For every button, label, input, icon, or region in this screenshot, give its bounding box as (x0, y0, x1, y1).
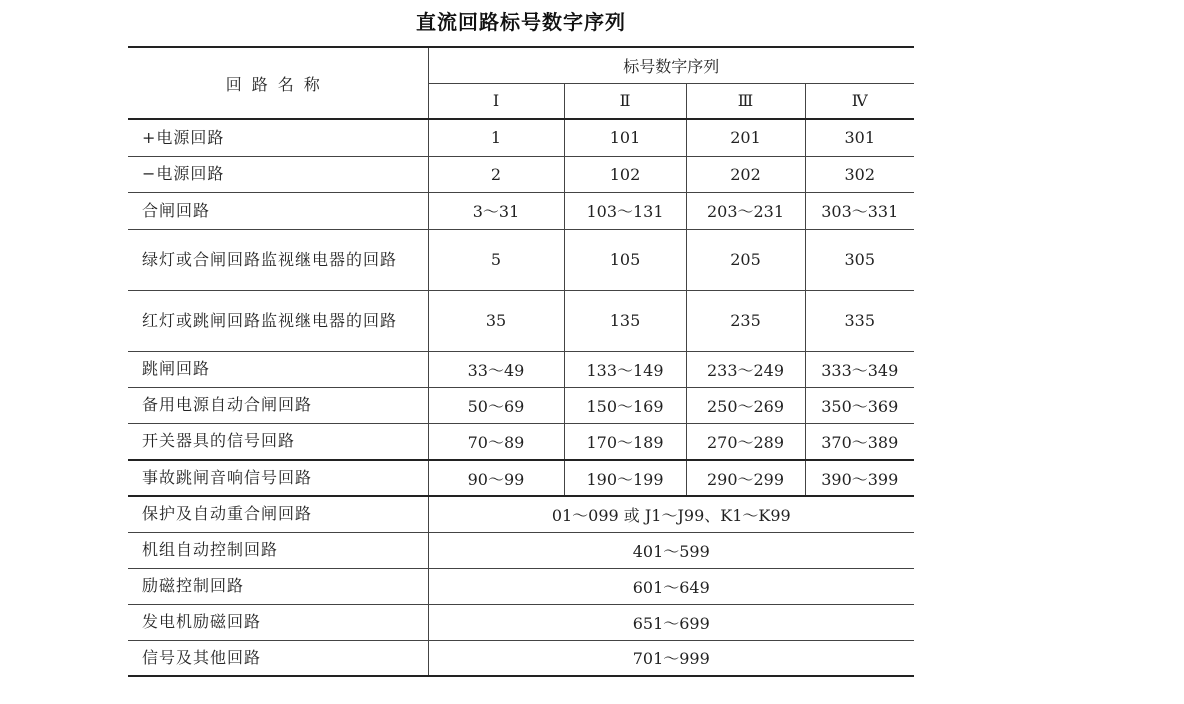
table-row (128, 568, 914, 604)
circuit-name: +电源回路 (128, 119, 428, 156)
number-range-cell: 601～649 (428, 568, 914, 604)
number-range-cell: 401～599 (428, 532, 914, 568)
table-row (128, 496, 914, 532)
table-row (128, 604, 914, 640)
circuit-name: 发电机励磁回路 (128, 604, 428, 640)
number-range-cell: 651～699 (428, 604, 914, 640)
number-cell: 35 (428, 290, 564, 351)
number-cell: 235 (686, 290, 805, 351)
number-cell: 50～69 (428, 387, 564, 423)
table-row (128, 387, 914, 423)
number-cell: 335 (805, 290, 914, 351)
number-cell: 350～369 (805, 387, 914, 423)
circuit-name: 跳闸回路 (128, 351, 428, 387)
number-cell: 390～399 (805, 460, 914, 496)
circuit-name: 信号及其他回路 (128, 640, 428, 676)
number-cell: 70～89 (428, 423, 564, 460)
number-cell: 205 (686, 229, 805, 290)
circuit-name: 备用电源自动合闸回路 (128, 387, 428, 423)
table-row (128, 423, 914, 460)
table-row (128, 229, 914, 290)
number-cell: 333～349 (805, 351, 914, 387)
table-row (128, 640, 914, 676)
circuit-name: 机组自动控制回路 (128, 532, 428, 568)
table-row (128, 156, 914, 192)
number-cell: 302 (805, 156, 914, 192)
number-cell: 5 (428, 229, 564, 290)
table-row (128, 532, 914, 568)
number-cell: 133～149 (564, 351, 686, 387)
number-cell: 250～269 (686, 387, 805, 423)
dc-circuit-number-table (128, 46, 914, 677)
number-range-cell: 01～099 或 J1～J99、K1～K99 (428, 496, 914, 532)
number-cell: 101 (564, 119, 686, 156)
circuit-name: 保护及自动重合闸回路 (128, 496, 428, 532)
number-cell: 150～169 (564, 387, 686, 423)
table-row (128, 192, 914, 229)
number-cell: 370～389 (805, 423, 914, 460)
table-row (128, 119, 914, 156)
circuit-name: 励磁控制回路 (128, 568, 428, 604)
number-cell: 170～189 (564, 423, 686, 460)
number-cell: 190～199 (564, 460, 686, 496)
header-number-sequence: 标号数字序列 (428, 47, 914, 83)
number-cell: 201 (686, 119, 805, 156)
circuit-name: 绿灯或合闸回路监视继电器的回路 (128, 229, 428, 290)
circuit-name: 开关器具的信号回路 (128, 423, 428, 460)
number-cell: 1 (428, 119, 564, 156)
number-cell: 33～49 (428, 351, 564, 387)
circuit-name: 事故跳闸音响信号回路 (128, 460, 428, 496)
number-cell: 105 (564, 229, 686, 290)
circuit-name: 合闸回路 (128, 192, 428, 229)
number-cell: 135 (564, 290, 686, 351)
circuit-name: −电源回路 (128, 156, 428, 192)
number-cell: 290～299 (686, 460, 805, 496)
number-cell: 2 (428, 156, 564, 192)
number-cell: 90～99 (428, 460, 564, 496)
number-cell: 202 (686, 156, 805, 192)
table-row (128, 351, 914, 387)
header-col-2: Ⅱ (564, 83, 686, 119)
number-cell: 301 (805, 119, 914, 156)
number-cell: 3～31 (428, 192, 564, 229)
header-col-3: Ⅲ (686, 83, 805, 119)
circuit-name: 红灯或跳闸回路监视继电器的回路 (128, 290, 428, 351)
table-title: 直流回路标号数字序列 (416, 10, 626, 34)
number-cell: 270～289 (686, 423, 805, 460)
table-row (128, 460, 914, 496)
header-col-1: Ⅰ (428, 83, 564, 119)
number-cell: 103～131 (564, 192, 686, 229)
number-cell: 102 (564, 156, 686, 192)
header-circuit-name: 回路名称 (128, 47, 428, 119)
number-cell: 233～249 (686, 351, 805, 387)
number-cell: 203～231 (686, 192, 805, 229)
number-cell: 303～331 (805, 192, 914, 229)
number-range-cell: 701～999 (428, 640, 914, 676)
number-cell: 305 (805, 229, 914, 290)
table-row (128, 290, 914, 351)
header-col-4: Ⅳ (805, 83, 914, 119)
